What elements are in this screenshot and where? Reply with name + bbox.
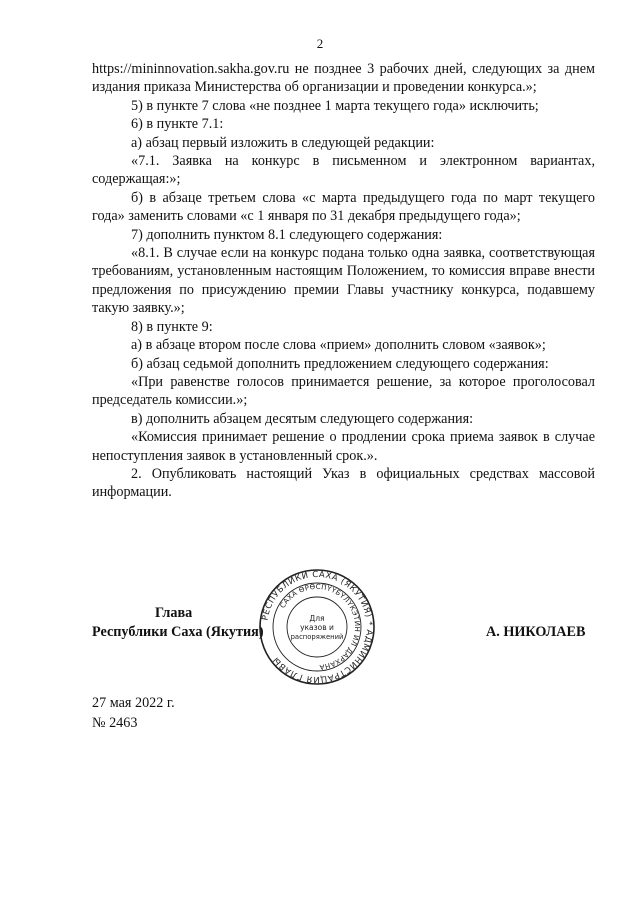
paragraph-item-6: 6) в пункте 7.1: [131, 116, 224, 133]
paragraph-item-8b: б) абзац седьмой дополнить предложением следующего содержания: [131, 355, 549, 372]
document-body [92, 60, 595, 502]
paragraph-quote-8-1: «8.1. В случае если на конкурс подана только одна заявка, соответствующая требованиям, установленным настоящим Положением, то комиссия вправе внести предложения по присуждению премии Главы участнику конкурса, подавшему такую заявку.»; [92, 245, 595, 317]
seal-inner-text: САХА ӨРӨСПҮҮБҮЛҮКЭТИН ИЛ ДАРХАНА [278, 582, 362, 671]
document-number: № 2463 [92, 715, 138, 731]
seal-center-line1: Для [309, 614, 325, 623]
paragraph-item-7: 7) дополнить пунктом 8.1 следующего содержания: [131, 226, 443, 243]
official-seal-icon [258, 568, 376, 686]
document-date: 27 мая 2022 г. [92, 695, 175, 711]
paragraph-item-8a: а) в абзаце втором после слова «прием» дополнить словом «заявок»; [131, 337, 546, 354]
signatory-title-line1: Глава [155, 605, 193, 621]
signatory-title-line2: Республики Саха (Якутия) [92, 624, 264, 640]
paragraph-quote-7-1: «7.1. Заявка на конкурс в письменном и электронном вариантах, содержащая:»; [92, 153, 595, 188]
seal-outer-text: РЕСПУБЛИКИ САХА (ЯКУТИЯ) * АДМИНИСТРАЦИЯ ГЛАВЫ [259, 568, 376, 686]
paragraph-continuation: https://mininnovation.sakha.gov.ru не позднее 3 рабочих дней, следующих за днем издания приказа Министерства об организации и проведении конкурса.»; [92, 61, 595, 96]
paragraph-item-6a: а) абзац первый изложить в следующей редакции: [131, 134, 435, 151]
paragraph-item-5: 5) в пункте 7 слова «не позднее 1 марта текущего года» исключить; [131, 97, 539, 114]
paragraph-item-8: 8) в пункте 9: [131, 318, 213, 335]
paragraph-item-8v: в) дополнить абзацем десятым следующего содержания: [131, 410, 474, 427]
page-number: 2 [316, 36, 324, 51]
paragraph-item-2-publish: 2. Опубликовать настоящий Указ в официальных средствах массовой информации. [92, 465, 595, 501]
signatory-name: А. НИКОЛАЕВ [486, 624, 586, 640]
paragraph-item-6b: б) в абзаце третьем слова «с марта предыдущего года по март текущего года» заменить словами «с 1 января по 31 декабря предыдущего года»; [92, 189, 595, 225]
seal-center-line2: указов и [300, 623, 334, 632]
paragraph-quote-extension: «Комиссия принимает решение о продлении срока приема заявок в случае непоступления заявок в установленный срок.». [92, 429, 595, 464]
paragraph-quote-vote: «При равенстве голосов принимается решение, за которое проголосовал председатель комиссии.»; [92, 373, 595, 409]
seal-center-line3: распоряжений [290, 633, 344, 641]
document-footer [92, 693, 175, 733]
